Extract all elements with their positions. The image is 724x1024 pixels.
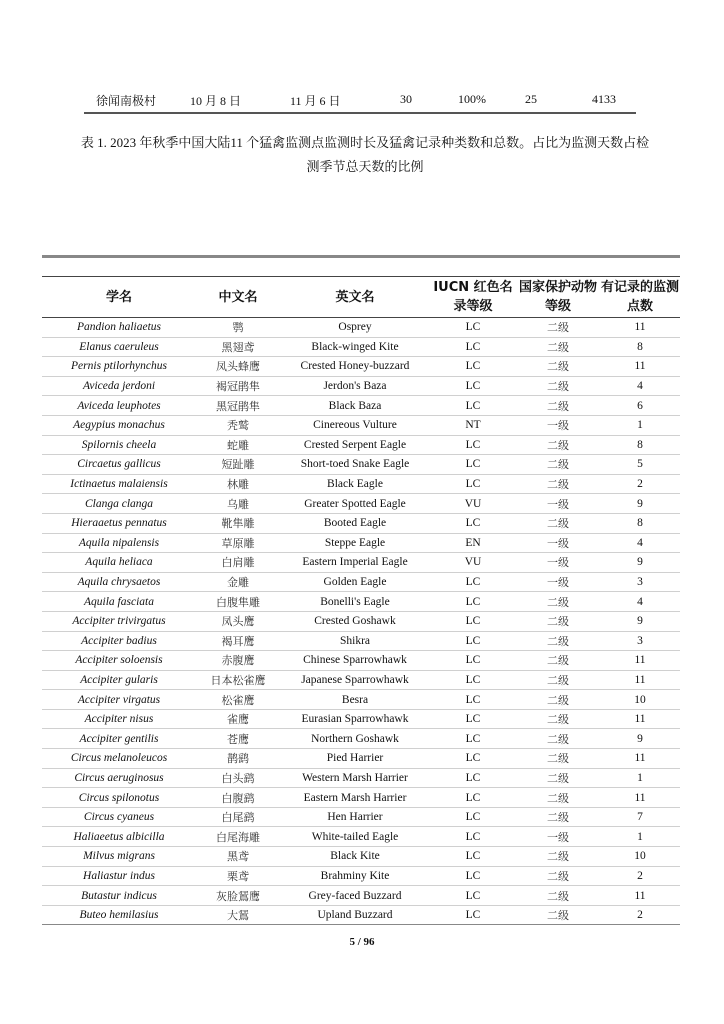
chinese-name-cell: 秃鹫 xyxy=(196,415,280,435)
site-count-cell: 1 xyxy=(600,827,680,847)
scientific-name-cell: Circus cyaneus xyxy=(42,807,196,827)
table-row xyxy=(42,513,680,533)
iucn-cell: LC xyxy=(430,592,516,612)
english-name-cell: Greater Spotted Eagle xyxy=(280,494,430,514)
chinese-name-cell: 乌雕 xyxy=(196,494,280,514)
scientific-name-cell: Accipiter virgatus xyxy=(42,690,196,710)
english-name-cell: Northern Goshawk xyxy=(280,729,430,749)
chinese-name-cell: 褐耳鹰 xyxy=(196,631,280,651)
page-number: 5 / 96 xyxy=(349,936,375,948)
chinese-name-cell: 鹊鹞 xyxy=(196,749,280,769)
table-row xyxy=(42,455,680,475)
table-header-row xyxy=(42,277,680,318)
table-row xyxy=(42,494,680,514)
protection-level-cell: 二级 xyxy=(516,474,600,494)
iucn-cell: VU xyxy=(430,494,516,514)
english-name-cell: Crested Serpent Eagle xyxy=(280,435,430,455)
scientific-name-cell: Ictinaetus malaiensis xyxy=(42,474,196,494)
table-row xyxy=(42,474,680,494)
protection-level-cell: 二级 xyxy=(516,631,600,651)
days-count: 30 xyxy=(400,92,412,106)
total-count: 4133 xyxy=(592,92,616,106)
chinese-name-cell: 黑翅鸢 xyxy=(196,337,280,357)
protection-level-cell: 二级 xyxy=(516,807,600,827)
site-count-cell: 11 xyxy=(600,749,680,769)
chinese-name-cell: 草原雕 xyxy=(196,533,280,553)
species-table-container xyxy=(42,255,680,925)
table-row xyxy=(42,709,680,729)
chinese-name-cell: 苍鹰 xyxy=(196,729,280,749)
iucn-cell: LC xyxy=(430,749,516,769)
table-row xyxy=(42,788,680,808)
english-name-cell: Grey-faced Buzzard xyxy=(280,886,430,906)
site-name: 徐闻南极村 xyxy=(96,94,157,108)
iucn-cell: LC xyxy=(430,847,516,867)
protection-level-cell: 二级 xyxy=(516,337,600,357)
protection-level-cell: 一级 xyxy=(516,533,600,553)
site-count-cell: 11 xyxy=(600,651,680,671)
scientific-name-cell: Accipiter gularis xyxy=(42,670,196,690)
table-row xyxy=(42,337,680,357)
scientific-name-cell: Butastur indicus xyxy=(42,886,196,906)
site-count-cell: 4 xyxy=(600,376,680,396)
protection-level-cell: 二级 xyxy=(516,690,600,710)
site-count-cell: 11 xyxy=(600,788,680,808)
iucn-cell: LC xyxy=(430,455,516,475)
protection-level-cell: 二级 xyxy=(516,357,600,377)
iucn-cell: LC xyxy=(430,435,516,455)
site-count-cell: 10 xyxy=(600,690,680,710)
site-count-cell: 11 xyxy=(600,886,680,906)
scientific-name-cell: Aquila chrysaetos xyxy=(42,572,196,592)
species-count: 25 xyxy=(525,92,537,106)
iucn-cell: LC xyxy=(430,768,516,788)
site-count-cell: 1 xyxy=(600,415,680,435)
protection-level-cell: 二级 xyxy=(516,318,600,338)
iucn-cell: LC xyxy=(430,866,516,886)
protection-level-cell: 二级 xyxy=(516,788,600,808)
site-count-cell: 2 xyxy=(600,474,680,494)
protection-level-cell: 一级 xyxy=(516,827,600,847)
iucn-cell: LC xyxy=(430,905,516,925)
site-count-cell: 8 xyxy=(600,435,680,455)
scientific-name-cell: Aquila heliaca xyxy=(42,553,196,573)
site-count-cell: 2 xyxy=(600,905,680,925)
protection-level-cell: 一级 xyxy=(516,494,600,514)
table-row xyxy=(42,572,680,592)
iucn-cell: LC xyxy=(430,611,516,631)
protection-level-cell: 二级 xyxy=(516,435,600,455)
chinese-name-cell: 凤头蜂鹰 xyxy=(196,357,280,377)
english-name-cell: Japanese Sparrowhawk xyxy=(280,670,430,690)
scientific-name-cell: Aquila fasciata xyxy=(42,592,196,612)
site-count-cell: 9 xyxy=(600,611,680,631)
table-caption: 表 1. 2023 年秋季中国大陆11 个猛禽监测点监测时长及猛禽记录种类数和总数。占比为监测天数占检测季节总天数的比例 xyxy=(80,135,650,174)
protection-level-cell: 二级 xyxy=(516,376,600,396)
english-name-cell: Bonelli's Eagle xyxy=(280,592,430,612)
protection-level-cell: 二级 xyxy=(516,396,600,416)
protection-level-cell: 二级 xyxy=(516,749,600,769)
protection-level-cell: 二级 xyxy=(516,729,600,749)
chinese-name-cell: 褐冠鹃隼 xyxy=(196,376,280,396)
header-english-name: 英文名 xyxy=(280,277,430,318)
english-name-cell: Besra xyxy=(280,690,430,710)
site-count-cell: 3 xyxy=(600,572,680,592)
chinese-name-cell: 黑鸢 xyxy=(196,847,280,867)
chinese-name-cell: 松雀鹰 xyxy=(196,690,280,710)
site-count-cell: 11 xyxy=(600,709,680,729)
table-row xyxy=(42,553,680,573)
iucn-cell: VU xyxy=(430,553,516,573)
english-name-cell: Osprey xyxy=(280,318,430,338)
chinese-name-cell: 林雕 xyxy=(196,474,280,494)
protection-level-cell: 二级 xyxy=(516,455,600,475)
site-count-cell: 4 xyxy=(600,533,680,553)
chinese-name-cell: 短趾雕 xyxy=(196,455,280,475)
iucn-cell: LC xyxy=(430,729,516,749)
site-count-cell: 5 xyxy=(600,455,680,475)
scientific-name-cell: Accipiter soloensis xyxy=(42,651,196,671)
scientific-name-cell: Circus spilonotus xyxy=(42,788,196,808)
english-name-cell: Hen Harrier xyxy=(280,807,430,827)
iucn-cell: LC xyxy=(430,337,516,357)
header-protection-level: 国家保护动物等级 xyxy=(516,277,600,318)
english-name-cell: Black Kite xyxy=(280,847,430,867)
chinese-name-cell: 雀鹰 xyxy=(196,709,280,729)
iucn-cell: NT xyxy=(430,415,516,435)
site-count-cell: 4 xyxy=(600,592,680,612)
protection-level-cell: 二级 xyxy=(516,611,600,631)
chinese-name-cell: 鹗 xyxy=(196,318,280,338)
previous-table-last-row xyxy=(84,90,636,110)
table-row xyxy=(42,415,680,435)
table-row xyxy=(42,318,680,338)
english-name-cell: Western Marsh Harrier xyxy=(280,768,430,788)
scientific-name-cell: Pernis ptilorhynchus xyxy=(42,357,196,377)
protection-level-cell: 二级 xyxy=(516,886,600,906)
site-count-cell: 1 xyxy=(600,768,680,788)
table-row xyxy=(42,749,680,769)
english-name-cell: White-tailed Eagle xyxy=(280,827,430,847)
scientific-name-cell: Pandion haliaetus xyxy=(42,318,196,338)
site-count-cell: 8 xyxy=(600,337,680,357)
english-name-cell: Chinese Sparrowhawk xyxy=(280,651,430,671)
iucn-cell: EN xyxy=(430,533,516,553)
scientific-name-cell: Buteo hemilasius xyxy=(42,905,196,925)
chinese-name-cell: 白头鹞 xyxy=(196,768,280,788)
english-name-cell: Black-winged Kite xyxy=(280,337,430,357)
chinese-name-cell: 靴隼雕 xyxy=(196,513,280,533)
scientific-name-cell: Spilornis cheela xyxy=(42,435,196,455)
chinese-name-cell: 白腹鹞 xyxy=(196,788,280,808)
scientific-name-cell: Aquila nipalensis xyxy=(42,533,196,553)
chinese-name-cell: 白尾鹞 xyxy=(196,807,280,827)
table-row xyxy=(42,866,680,886)
protection-level-cell: 二级 xyxy=(516,847,600,867)
start-date: 10 月 8 日 xyxy=(190,94,242,108)
chinese-name-cell: 白尾海雕 xyxy=(196,827,280,847)
scientific-name-cell: Hieraaetus pennatus xyxy=(42,513,196,533)
english-name-cell: Short-toed Snake Eagle xyxy=(280,455,430,475)
protection-level-cell: 二级 xyxy=(516,709,600,729)
iucn-cell: LC xyxy=(430,572,516,592)
site-count-cell: 3 xyxy=(600,631,680,651)
protection-level-cell: 二级 xyxy=(516,592,600,612)
scientific-name-cell: Milvus migrans xyxy=(42,847,196,867)
iucn-cell: LC xyxy=(430,396,516,416)
english-name-cell: Eurasian Sparrowhawk xyxy=(280,709,430,729)
iucn-cell: LC xyxy=(430,690,516,710)
english-name-cell: Crested Honey-buzzard xyxy=(280,357,430,377)
iucn-cell: LC xyxy=(430,651,516,671)
english-name-cell: Cinereous Vulture xyxy=(280,415,430,435)
chinese-name-cell: 金雕 xyxy=(196,572,280,592)
scientific-name-cell: Accipiter badius xyxy=(42,631,196,651)
end-date: 11 月 6 日 xyxy=(290,94,341,108)
iucn-cell: LC xyxy=(430,670,516,690)
scientific-name-cell: Accipiter gentilis xyxy=(42,729,196,749)
site-count-cell: 8 xyxy=(600,513,680,533)
table-row xyxy=(42,729,680,749)
scientific-name-cell: Elanus caeruleus xyxy=(42,337,196,357)
chinese-name-cell: 赤腹鹰 xyxy=(196,651,280,671)
iucn-cell: LC xyxy=(430,318,516,338)
english-name-cell: Shikra xyxy=(280,631,430,651)
english-name-cell: Jerdon's Baza xyxy=(280,376,430,396)
table-row xyxy=(42,611,680,631)
english-name-cell: Pied Harrier xyxy=(280,749,430,769)
protection-level-cell: 二级 xyxy=(516,513,600,533)
scientific-name-cell: Aviceda leuphotes xyxy=(42,396,196,416)
iucn-cell: LC xyxy=(430,513,516,533)
english-name-cell: Black Baza xyxy=(280,396,430,416)
table-row xyxy=(42,592,680,612)
iucn-cell: LC xyxy=(430,807,516,827)
english-name-cell: Golden Eagle xyxy=(280,572,430,592)
table-row xyxy=(42,376,680,396)
table-row xyxy=(42,768,680,788)
protection-level-cell: 二级 xyxy=(516,768,600,788)
protection-level-cell: 二级 xyxy=(516,651,600,671)
english-name-cell: Steppe Eagle xyxy=(280,533,430,553)
site-count-cell: 9 xyxy=(600,729,680,749)
table-row xyxy=(42,651,680,671)
table-row xyxy=(42,807,680,827)
header-chinese-name: 中文名 xyxy=(196,277,280,318)
scientific-name-cell: Circus aeruginosus xyxy=(42,768,196,788)
table-row xyxy=(42,670,680,690)
table-row xyxy=(42,631,680,651)
protection-level-cell: 一级 xyxy=(516,415,600,435)
chinese-name-cell: 灰脸鵟鹰 xyxy=(196,886,280,906)
chinese-name-cell: 栗鸢 xyxy=(196,866,280,886)
scientific-name-cell: Accipiter trivirgatus xyxy=(42,611,196,631)
iucn-cell: LC xyxy=(430,827,516,847)
iucn-cell: LC xyxy=(430,788,516,808)
header-site-count: 有记录的监测点数 xyxy=(600,277,680,318)
table-row xyxy=(42,396,680,416)
scientific-name-cell: Aegypius monachus xyxy=(42,415,196,435)
scientific-name-cell: Circus melanoleucos xyxy=(42,749,196,769)
english-name-cell: Crested Goshawk xyxy=(280,611,430,631)
protection-level-cell: 二级 xyxy=(516,905,600,925)
english-name-cell: Black Eagle xyxy=(280,474,430,494)
chinese-name-cell: 白腹隼雕 xyxy=(196,592,280,612)
scientific-name-cell: Accipiter nisus xyxy=(42,709,196,729)
chinese-name-cell: 大鵟 xyxy=(196,905,280,925)
table-row xyxy=(42,827,680,847)
english-name-cell: Eastern Marsh Harrier xyxy=(280,788,430,808)
protection-level-cell: 一级 xyxy=(516,553,600,573)
site-count-cell: 2 xyxy=(600,866,680,886)
species-table xyxy=(42,276,680,925)
table-row xyxy=(42,847,680,867)
iucn-cell: LC xyxy=(430,474,516,494)
table-row xyxy=(42,357,680,377)
site-count-cell: 11 xyxy=(600,670,680,690)
site-count-cell: 11 xyxy=(600,357,680,377)
iucn-cell: LC xyxy=(430,376,516,396)
chinese-name-cell: 白肩雕 xyxy=(196,553,280,573)
table-row xyxy=(42,886,680,906)
site-count-cell: 7 xyxy=(600,807,680,827)
scientific-name-cell: Aviceda jerdoni xyxy=(42,376,196,396)
site-count-cell: 6 xyxy=(600,396,680,416)
protection-level-cell: 二级 xyxy=(516,866,600,886)
table-bottom-rule xyxy=(84,112,636,114)
english-name-cell: Booted Eagle xyxy=(280,513,430,533)
iucn-cell: LC xyxy=(430,631,516,651)
chinese-name-cell: 黑冠鹃隼 xyxy=(196,396,280,416)
protection-level-cell: 二级 xyxy=(516,670,600,690)
ratio-value: 100% xyxy=(458,92,486,106)
iucn-cell: LC xyxy=(430,357,516,377)
scientific-name-cell: Haliaeetus albicilla xyxy=(42,827,196,847)
table-row xyxy=(42,435,680,455)
site-count-cell: 9 xyxy=(600,553,680,573)
scientific-name-cell: Circaetus gallicus xyxy=(42,455,196,475)
iucn-cell: LC xyxy=(430,886,516,906)
english-name-cell: Upland Buzzard xyxy=(280,905,430,925)
site-count-cell: 9 xyxy=(600,494,680,514)
protection-level-cell: 一级 xyxy=(516,572,600,592)
scientific-name-cell: Clanga clanga xyxy=(42,494,196,514)
table-row xyxy=(42,533,680,553)
iucn-cell: LC xyxy=(430,709,516,729)
english-name-cell: Brahminy Kite xyxy=(280,866,430,886)
chinese-name-cell: 凤头鹰 xyxy=(196,611,280,631)
section-divider xyxy=(42,255,680,258)
table-row xyxy=(42,905,680,925)
table-row xyxy=(42,690,680,710)
site-count-cell: 11 xyxy=(600,318,680,338)
chinese-name-cell: 日本松雀鹰 xyxy=(196,670,280,690)
scientific-name-cell: Haliastur indus xyxy=(42,866,196,886)
site-count-cell: 10 xyxy=(600,847,680,867)
english-name-cell: Eastern Imperial Eagle xyxy=(280,553,430,573)
header-scientific-name: 学名 xyxy=(42,277,196,318)
chinese-name-cell: 蛇雕 xyxy=(196,435,280,455)
header-iucn-level: IUCN 红色名录等级 xyxy=(430,277,516,318)
